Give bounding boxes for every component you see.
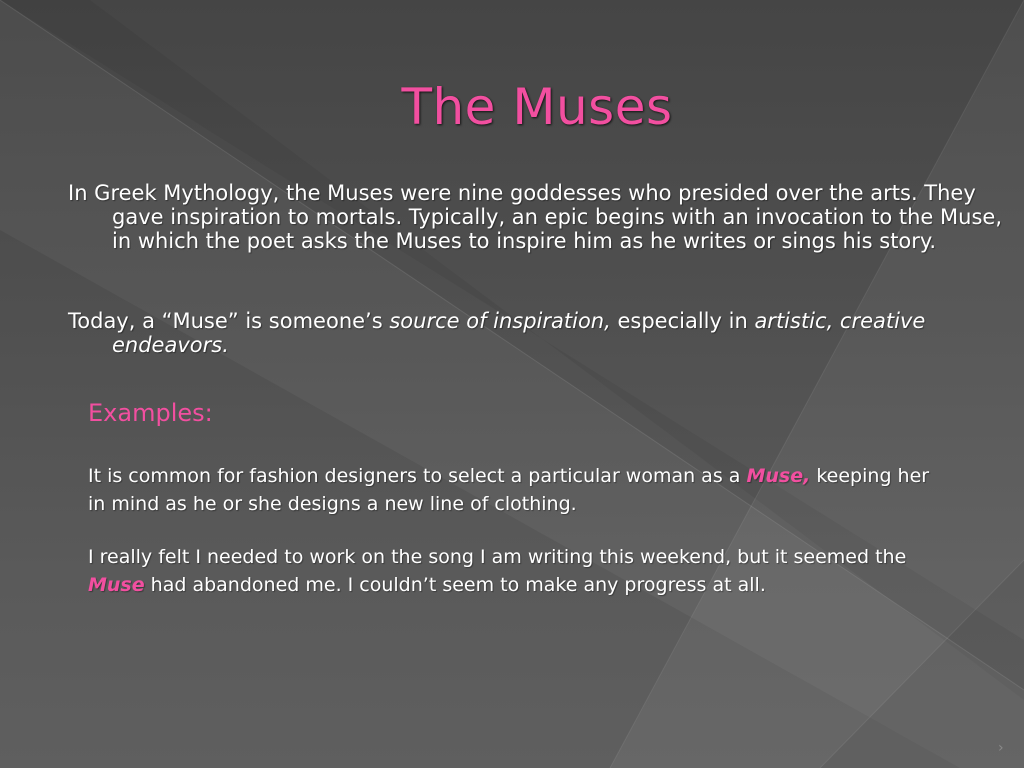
paragraph-today (68, 309, 1012, 357)
example-song-before: I really felt I needed to work on the song I am writing this weekend, but it seemed the (88, 546, 907, 568)
example-song (88, 543, 938, 599)
examples-heading: Examples: (88, 399, 213, 427)
chevron-right-icon[interactable]: › (998, 740, 1004, 756)
paragraph-definition: In Greek Mythology, the Muses were nine goddesses who presided over the arts. They gave inspiration to mortals. Typically, an epic begins with an invocation to the Muse, in which the poet asks the Muses to inspire him as he writes or sings his story. (68, 181, 1002, 253)
example-fashion-after: keeping her in mind as he or she designs a new line of clothing. (88, 465, 930, 515)
example-fashion (88, 462, 938, 518)
paragraph-today-text-b: especially in (610, 309, 755, 333)
slide-title: The Muses (401, 78, 673, 136)
paragraph-today-italic-a: source of inspiration, (389, 309, 611, 333)
muse-highlight: Muse, (746, 465, 811, 487)
paragraph-today-italic-b: artistic, creative endeavors. (112, 309, 926, 357)
example-fashion-before: It is common for fashion designers to select a particular woman as a (88, 465, 747, 487)
muse-highlight: Muse (88, 574, 145, 596)
paragraph-today-text-a: Today, a “Muse” is someone’s (68, 309, 390, 333)
example-song-after: had abandoned me. I couldn’t seem to make any progress at all. (144, 574, 766, 596)
